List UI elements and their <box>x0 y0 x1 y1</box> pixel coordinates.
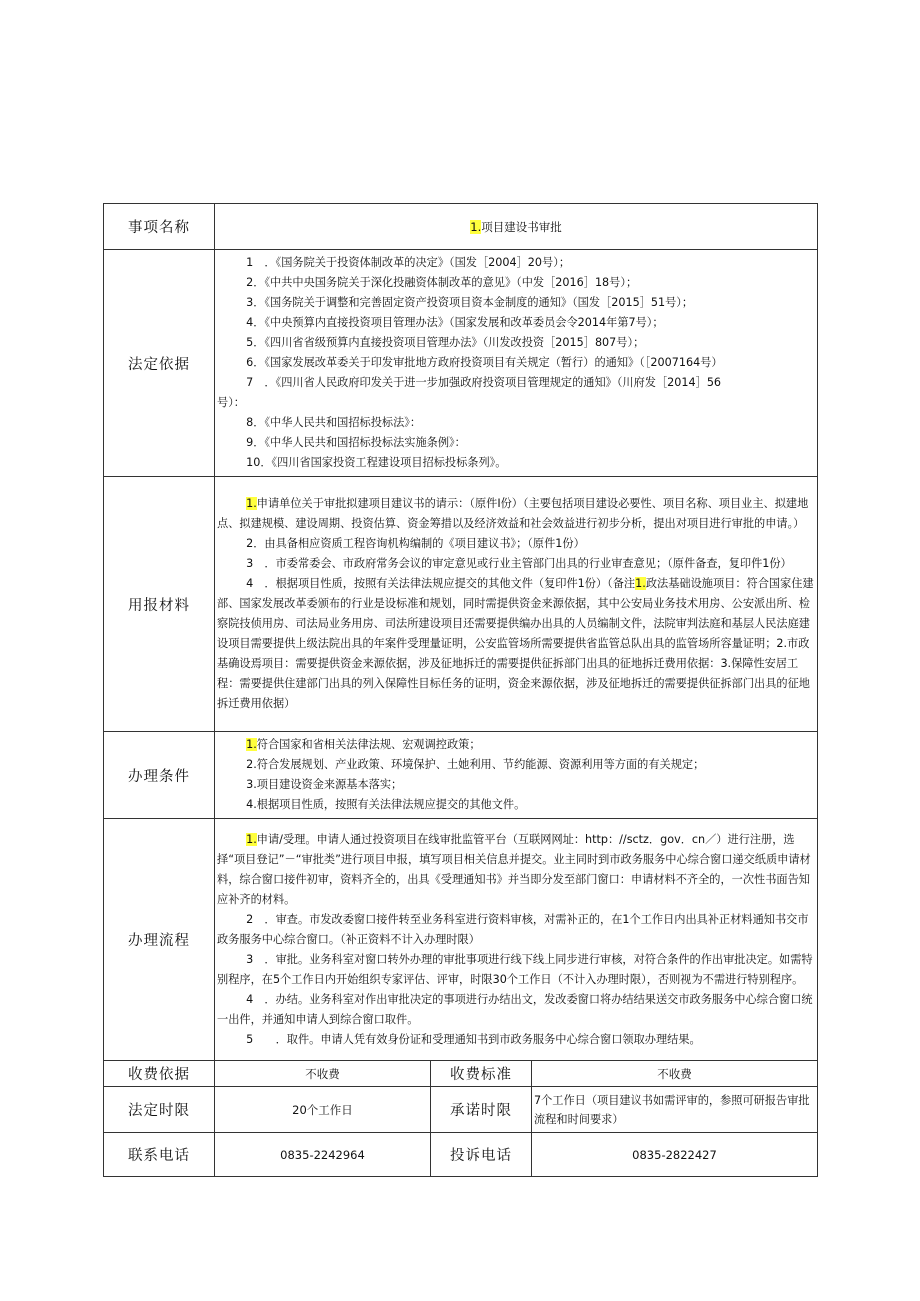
condition-item-3: 3.项目建设资金来源基本落实； <box>246 778 403 791</box>
legal-basis-label: 法定依据 <box>104 250 215 477</box>
legal-basis-item: 7 ．《四川省人民政府印发关于进一步加强政府投资项目管理规定的通知》（川府发［2014］56 <box>246 376 722 389</box>
promised-time-limit-label: 承诺时限 <box>431 1087 532 1133</box>
material-item-4 <box>217 574 815 714</box>
process-number-highlight: 1. <box>246 832 257 846</box>
legal-basis-item: 1 ．《国务院关于投资体制改革的决定》（国发［2004］20号）； <box>246 256 571 269</box>
legal-basis-item: 10．《四川省国家投资工程建设项目招标投标条列》。 <box>246 456 507 469</box>
legal-time-limit-value: 20个工作日 <box>215 1087 431 1133</box>
process-label: 办理流程 <box>104 819 215 1061</box>
legal-basis-row <box>104 250 818 477</box>
fee-standard-value: 不收费 <box>532 1061 818 1087</box>
legal-basis-item: 2．《中共中央国务院关于深化投融资体制改革的意见》（中发［2016］18号）； <box>246 276 638 289</box>
promised-time-limit-value: 7个工作日（项目建议书如需评审的，参照可研报告审批流程和时间要求） <box>532 1087 818 1133</box>
item-number-highlight: 1. <box>470 219 482 234</box>
service-item-document <box>103 203 817 1177</box>
item-name-text: 项目建设书审批 <box>481 219 562 234</box>
contact-phone-value: 0835-2242964 <box>215 1133 431 1177</box>
process-step-4: 4 ．办结。业务科室对作出审批决定的事项进行办结出文，发改委窗口将办结结果送交市政务服务中心综合窗口统一出件，并通知申请人到综合窗口取件。 <box>217 992 813 1026</box>
process-step-2: 2 ．审查。市发改委窗口接件转至业务科室进行资料审核，对需补正的，在1个工作日内出具补正材料通知书交市政务服务中心综合窗口。（补正资料不计入办理时限） <box>217 912 809 946</box>
material-number-highlight: 1. <box>635 577 646 590</box>
fees-row <box>104 1061 818 1087</box>
contact-phone-label: 联系电话 <box>104 1133 215 1177</box>
complaint-phone-value: 0835-2822427 <box>532 1133 818 1177</box>
conditions-row <box>104 732 818 819</box>
condition-text: 符合国家和省相关法律法规、宏观调控政策； <box>256 738 481 751</box>
legal-basis-item-continuation: 号）： <box>217 396 245 409</box>
fee-basis-label: 收费依据 <box>104 1061 215 1087</box>
process-row <box>104 819 818 1061</box>
conditions-content <box>215 732 818 819</box>
process-content <box>215 819 818 1061</box>
material-item-3: 3 ．市委常委会、市政府常务会议的审定意见或行业主管部门出具的行业审查意见；（原件备查，复印件1份） <box>246 557 792 570</box>
item-name-value <box>215 204 818 250</box>
legal-basis-item: 6．《国家发展改革委关于印发审批地方政府投资项目有关规定（暂行）的通知》（［2007164号） <box>246 356 723 369</box>
process-step-5: 5 ．取件。申请人凭有效身份证和受理通知书到市政务服务中心综合窗口领取办理结果。 <box>246 1032 701 1046</box>
process-step-1 <box>217 830 815 910</box>
time-limits-row <box>104 1087 818 1133</box>
condition-item-2: 2.符合发展规划、产业政策、环境保护、土她利用、节约能源、资源利用等方面的有关规定； <box>246 758 705 771</box>
fee-standard-label: 收费标准 <box>431 1061 532 1087</box>
service-info-table <box>103 203 818 1177</box>
condition-item-1 <box>217 735 815 755</box>
condition-number-highlight: 1. <box>246 738 257 751</box>
materials-label: 用报材料 <box>104 477 215 732</box>
material-text: 申请单位关于审批拟建项目建议书的请示：（原件I份）（主要包括项目建设必要性、项目名称、项目业主、拟建地点、拟建规模、建设周期、投资估算、资金筹措以及经济效益和社会效益进行初步分析，提出对项目进行审批的申请。） <box>217 497 809 530</box>
materials-content <box>215 477 818 732</box>
material-item-2: 2．由具备相应资质工程咨询机构编制的《项目建议书》；（原件1份） <box>246 537 585 550</box>
item-name-label: 事项名称 <box>104 204 215 250</box>
legal-time-limit-label: 法定时限 <box>104 1087 215 1133</box>
materials-row <box>104 477 818 732</box>
legal-basis-item: 9．《中华人民共和国招标投标法实施条例》： <box>246 436 466 449</box>
conditions-label: 办理条件 <box>104 732 215 819</box>
condition-item-4: 4.根据项目性质，按照有关法律法规应提交的其他文件。 <box>246 798 526 811</box>
process-text: 申请/受理。申请人通过投资项目在线审批监管平台（互联网网址：http：//sctz．gov．cn／）进行注册，选择“项目登记”－“审批类”进行项目申报，填写项目相关信息并提交。业主同时到市政务服务中心综合窗口递交纸质申请材料，综合窗口接件初审，资料齐全的，出具《受理通知书》并当即分发至部门窗口：申请材料不齐全的，一次性书面告知应补齐的材料。 <box>217 832 811 906</box>
fee-basis-value: 不收费 <box>215 1061 431 1087</box>
item-name-row <box>104 204 818 250</box>
legal-basis-item: 3．《国务院关于调整和完善固定资产投资项目资本金制度的通知》（国发［2015］51号）； <box>246 296 694 309</box>
material-number-highlight: 1. <box>246 497 257 510</box>
material-text: 政法基础设施项目：符合国家住建部、国家发展改革委颁布的行业是设标准和规划，同时需提供资金来源依据，其中公安局业务技术用房、公安派出所、检察院技侦用房、司法局业务用房、司法所建设项目还需要提供编办出具的人员编制文件，法院审判法庭和基层人民法庭建设项目需要提供上级法院出具的年案件受理量证明，公安监管场所需要提供省监管总队出具的监管场所容量证明；2.市政基确设焉项目：需要提供资金来源依据，涉及征地拆迁的需要提供征拆部门出具的征地拆迁费用依据：3.保障性安居工程：需要提供住建部门出具的列入保障性目标任务的证明，资金来源依据，涉及征地拆迁的需要提供征拆部门出具的征地拆迁费用依据） <box>217 577 814 710</box>
legal-basis-item: 4．《中央预算内直接投资项目管理办法》（国家发展和改革委员会令2014年第7号）； <box>246 316 664 329</box>
complaint-phone-label: 投诉电话 <box>431 1133 532 1177</box>
process-step-3: 3 ．审批。业务科室对窗口转外办理的审批事项进行线下线上同步进行审核，对符合条件的作出审批决定。如需特别程序，在5个工作日内开始组织专家评估、评审，时限30个工作日（不计入办理时限），否则视为不需进行特别程序。 <box>217 952 813 986</box>
legal-basis-content <box>215 250 818 477</box>
material-item-1 <box>217 494 815 534</box>
contacts-row <box>104 1133 818 1177</box>
material-text: 4 ．根据项目性质，按照有关法律法规应提交的其他文件（复印件1份）（备注 <box>246 577 636 590</box>
legal-basis-item: 5．《四川省省级预算内直接投资项目管理办法》（川发改投资［2015］807号）； <box>246 336 645 349</box>
legal-basis-item: 8．《中华人民共和国招标投标法》： <box>246 416 422 429</box>
